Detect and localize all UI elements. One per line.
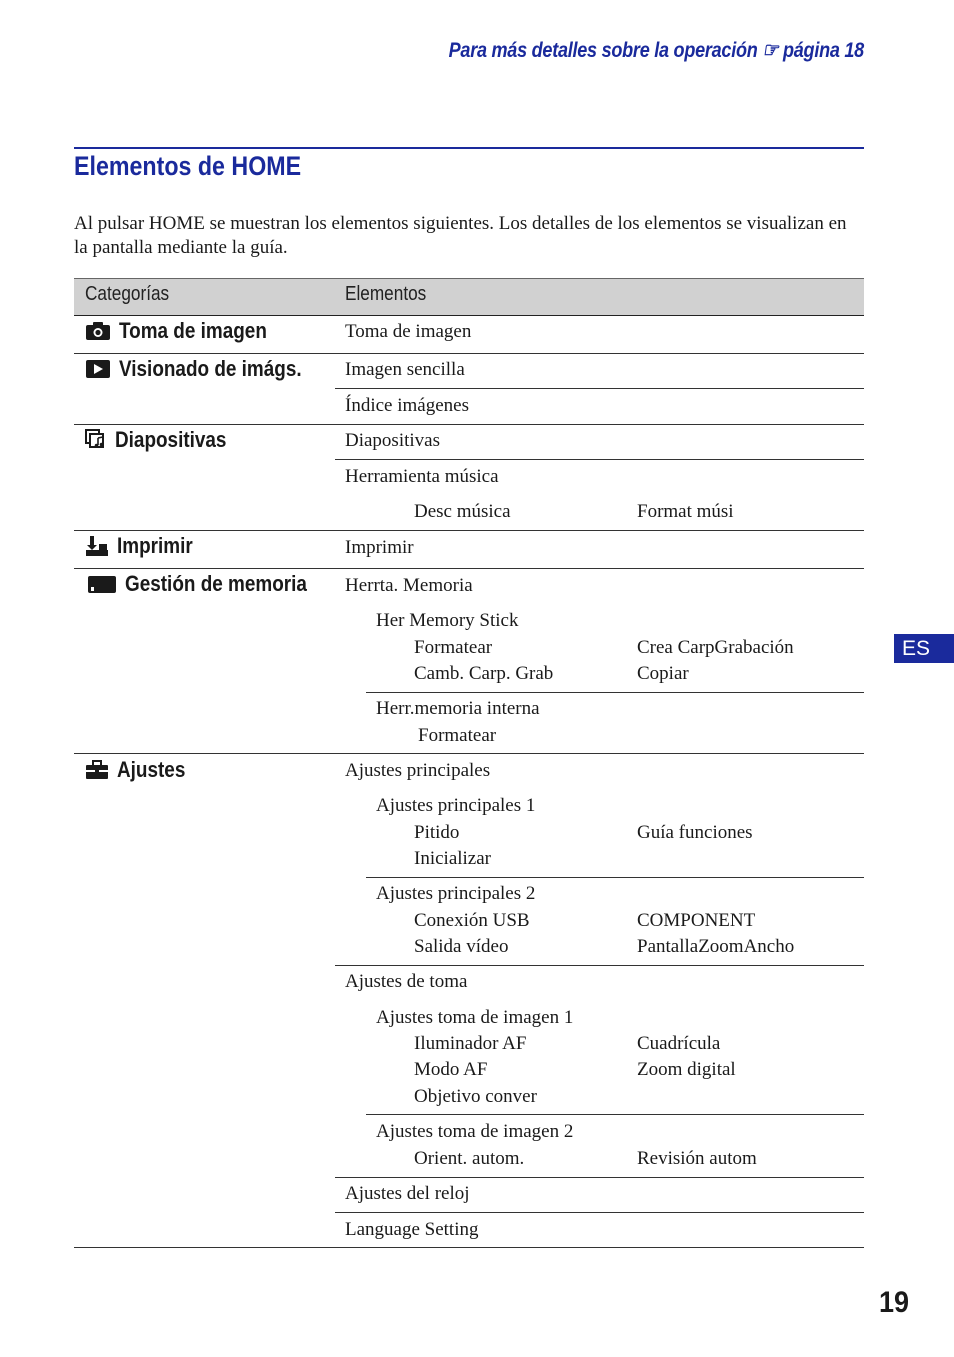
item-text: Revisión autom — [637, 1148, 757, 1169]
item-text: Objetivo conver — [414, 1086, 537, 1107]
item-text: Crea CarpGrabación — [637, 637, 794, 658]
page-header-reference: Para más detalles sobre la operación ☞ página 18 — [448, 39, 864, 62]
category-label: Ajustes — [117, 757, 186, 782]
table-header — [74, 278, 864, 316]
row-divider — [335, 1212, 864, 1213]
category-label: Diapositivas — [115, 427, 227, 452]
row-divider — [74, 530, 864, 531]
item-text: Format músi — [637, 501, 734, 522]
memory-card-icon — [87, 574, 117, 594]
item-text: COMPONENT — [637, 910, 756, 931]
item-text: Ajustes principales — [345, 760, 491, 781]
item-text: Ajustes toma de imagen 1 — [376, 1007, 574, 1028]
row-divider — [74, 424, 864, 425]
item-text: Diapositivas — [345, 430, 440, 451]
category-shooting — [85, 318, 291, 344]
category-memory — [87, 571, 337, 597]
language-tab: ES — [894, 634, 954, 663]
item-text: Formatear — [418, 725, 497, 746]
printer-icon — [85, 535, 109, 557]
camera-icon — [85, 321, 111, 341]
item-text: Ajustes principales 2 — [376, 883, 536, 904]
item-text: Ajustes de toma — [345, 971, 468, 992]
item-text: Herrta. Memoria — [345, 575, 473, 596]
row-divider — [335, 388, 864, 389]
row-divider — [335, 965, 864, 966]
item-text: Desc música — [414, 501, 511, 522]
column-header-categories: Categorías — [85, 283, 170, 305]
row-divider — [366, 1114, 864, 1115]
category-label: Toma de imagen — [119, 318, 267, 343]
intro-paragraph: Al pulsar HOME se muestran los elementos siguientes. Los detalles de los elementos se visualizan en la pantalla mediante la guía. — [74, 213, 847, 258]
item-text: Salida vídeo — [414, 936, 509, 957]
category-label: Imprimir — [117, 533, 193, 558]
item-text: Cuadrícula — [637, 1033, 721, 1054]
row-divider — [335, 1177, 864, 1178]
row-divider — [335, 459, 864, 460]
title-rule — [74, 147, 864, 149]
item-text: Iluminador AF — [414, 1033, 527, 1054]
item-text: PantallaZoomAncho — [637, 936, 795, 957]
item-text: Camb. Carp. Grab — [414, 663, 554, 684]
category-print — [85, 533, 205, 559]
column-header-items: Elementos — [345, 283, 427, 305]
item-text: Herramienta música — [345, 466, 499, 487]
item-text: Orient. autom. — [414, 1148, 525, 1169]
item-text: Pitido — [414, 822, 460, 843]
item-text: Ajustes principales 1 — [376, 795, 536, 816]
item-text: Imagen sencilla — [345, 359, 465, 380]
item-text: Guía funciones — [637, 822, 753, 843]
row-divider — [74, 568, 864, 569]
section-title: Elementos de HOME — [74, 151, 302, 181]
category-label: Visionado de imágs. — [119, 356, 302, 381]
play-icon — [85, 359, 111, 379]
row-divider — [366, 877, 864, 878]
row-divider — [74, 753, 864, 754]
slideshow-icon — [85, 429, 107, 451]
category-settings — [85, 757, 196, 783]
item-text: Conexión USB — [414, 910, 530, 931]
item-text: Language Setting — [345, 1219, 479, 1240]
table-bottom-rule — [74, 1247, 864, 1248]
item-text: Copiar — [637, 663, 689, 684]
item-text: Herr.memoria interna — [376, 698, 540, 719]
item-text: Her Memory Stick — [376, 610, 519, 631]
category-label: Gestión de memoria — [125, 571, 307, 596]
item-text: Ajustes del reloj — [345, 1183, 470, 1204]
item-text: Ajustes toma de imagen 2 — [376, 1121, 574, 1142]
row-divider — [74, 353, 864, 354]
item-text: Toma de imagen — [345, 321, 472, 342]
item-text: Zoom digital — [637, 1059, 736, 1080]
category-viewing — [85, 356, 331, 382]
item-text: Índice imágenes — [345, 395, 469, 416]
page-number: 19 — [879, 1286, 910, 1319]
toolbox-icon — [85, 760, 109, 780]
item-text: Modo AF — [414, 1059, 488, 1080]
item-text: Inicializar — [414, 848, 492, 869]
item-text: Imprimir — [345, 537, 414, 558]
item-text: Formatear — [414, 637, 493, 658]
row-divider — [366, 692, 864, 693]
category-slideshow — [85, 427, 245, 453]
